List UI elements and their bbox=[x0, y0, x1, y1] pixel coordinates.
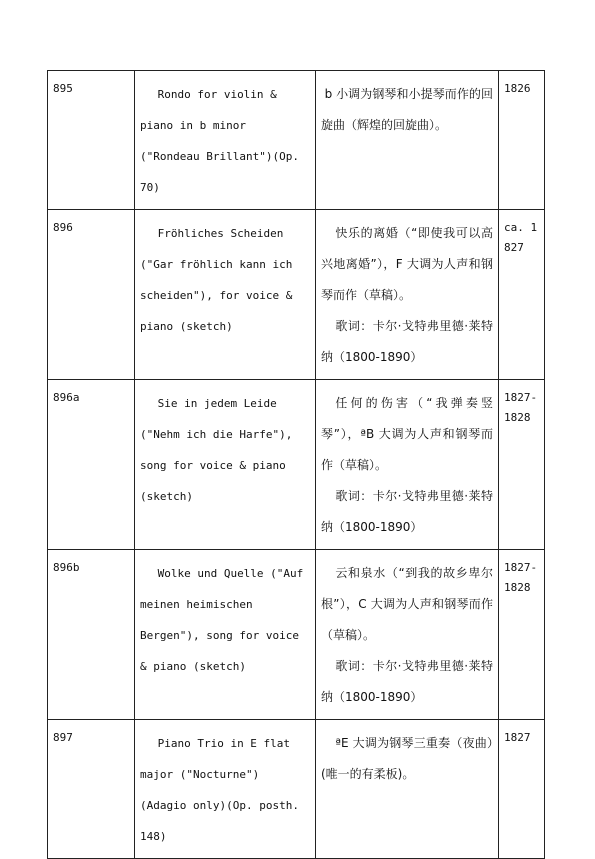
work-description bbox=[316, 71, 499, 210]
catalog-table bbox=[47, 70, 545, 859]
description-line: ªE 大调为钢琴三重奏（夜曲）(唯一的有柔板)。 bbox=[321, 736, 493, 781]
description-line: 任何的伤害（“我弹奏竖琴”），ªB 大调为人声和钢琴而作（草稿）。 bbox=[321, 396, 493, 472]
description-line: 云和泉水（“到我的故乡卑尔根”），C 大调为人声和钢琴而作（草稿）。 bbox=[321, 566, 493, 642]
composition-year: 1827-1828 bbox=[499, 550, 545, 720]
composition-year: 1826 bbox=[499, 71, 545, 210]
catalog-number: 895 bbox=[48, 71, 135, 210]
work-title: Rondo for violin & piano in b minor ("Rondeau Brillant")(Op. 70) bbox=[135, 71, 316, 210]
composition-year: 1827-1828 bbox=[499, 380, 545, 550]
work-description bbox=[316, 550, 499, 720]
work-description bbox=[316, 720, 499, 859]
description-line: b 小调为钢琴和小提琴而作的回旋曲（辉煌的回旋曲）。 bbox=[321, 87, 493, 132]
lyricist-line: 歌词：卡尔·戈特弗里德·莱特纳（1800-1890） bbox=[321, 489, 493, 534]
composition-year: 1827 bbox=[499, 720, 545, 859]
work-title: Wolke und Quelle ("Auf meinen heimischen Bergen"), song for voice & piano (sketch) bbox=[135, 550, 316, 720]
work-title: Fröhliches Scheiden ("Gar fröhlich kann ich scheiden"), for voice & piano (sketch) bbox=[135, 210, 316, 380]
composition-year: ca. 1827 bbox=[499, 210, 545, 380]
table-row bbox=[48, 71, 545, 210]
table-row bbox=[48, 210, 545, 380]
work-title: Piano Trio in E flat major ("Nocturne") (Adagio only)(Op. posth. 148) bbox=[135, 720, 316, 859]
work-title: Sie in jedem Leide ("Nehm ich die Harfe"), song for voice & piano (sketch) bbox=[135, 380, 316, 550]
description-line: 快乐的离婚（“即使我可以高兴地离婚”），F 大调为人声和钢琴而作（草稿）。 bbox=[321, 226, 493, 302]
catalog-number: 896b bbox=[48, 550, 135, 720]
work-description bbox=[316, 210, 499, 380]
table-row bbox=[48, 720, 545, 859]
table-row bbox=[48, 550, 545, 720]
lyricist-line: 歌词：卡尔·戈特弗里德·莱特纳（1800-1890） bbox=[321, 319, 493, 364]
work-description bbox=[316, 380, 499, 550]
catalog-number: 896 bbox=[48, 210, 135, 380]
catalog-number: 897 bbox=[48, 720, 135, 859]
table-row bbox=[48, 380, 545, 550]
catalog-number: 896a bbox=[48, 380, 135, 550]
lyricist-line: 歌词：卡尔·戈特弗里德·莱特纳（1800-1890） bbox=[321, 659, 493, 704]
